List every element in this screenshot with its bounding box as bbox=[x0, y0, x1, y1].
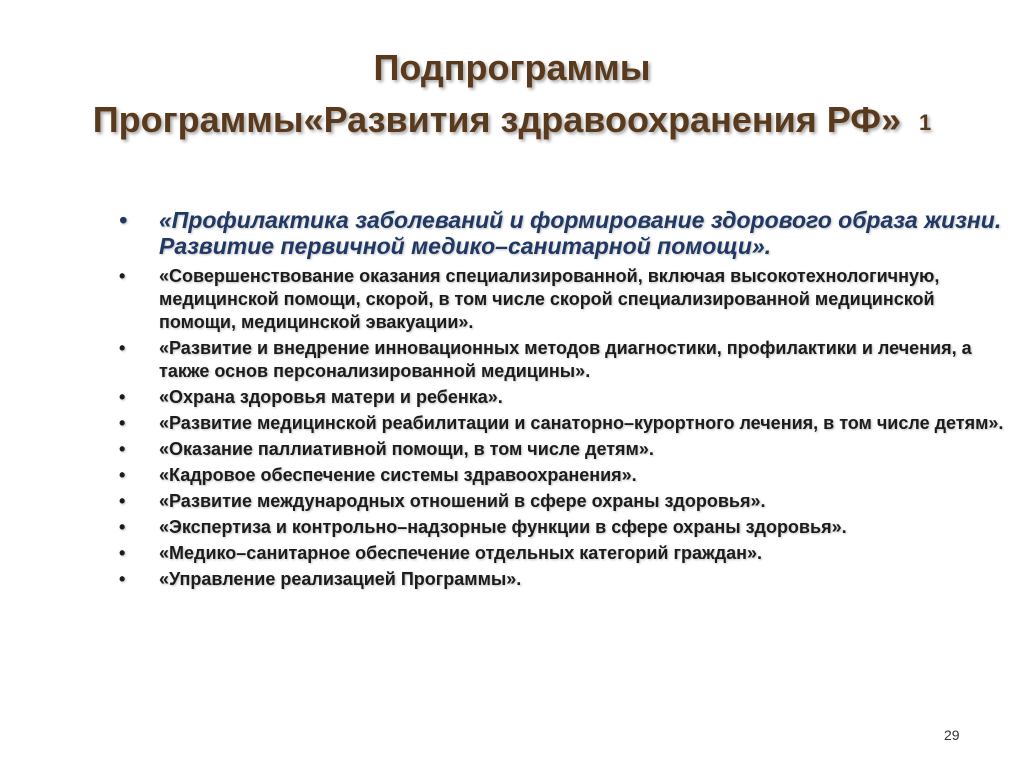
list-item-text: «Медико–санитарное обеспечение отдельных категорий граждан». bbox=[159, 543, 763, 563]
list-item-text: «Оказание паллиативной помощи, в том числе детям». bbox=[159, 439, 654, 459]
slide-title bbox=[0, 42, 1024, 149]
bullet-icon: • bbox=[119, 207, 128, 233]
list-item bbox=[114, 412, 1014, 435]
bullet-icon: • bbox=[119, 387, 126, 407]
content-area bbox=[114, 207, 1014, 594]
list-item bbox=[114, 265, 1014, 334]
list-item bbox=[114, 516, 1014, 539]
bullet-icon: • bbox=[119, 338, 126, 358]
bullet-icon: • bbox=[119, 439, 126, 459]
list-item bbox=[114, 490, 1014, 513]
list-item bbox=[114, 464, 1014, 487]
list-item-text: «Управление реализацией Программы». bbox=[159, 569, 522, 589]
bullet-icon: • bbox=[119, 491, 126, 511]
list-item bbox=[114, 337, 1014, 383]
title-footnote: 1 bbox=[919, 110, 932, 135]
list-item bbox=[114, 542, 1014, 565]
bullet-icon: • bbox=[119, 266, 126, 286]
list-item-text: «Развитие медицинской реабилитации и санаторно–курортного лечения, в том числе детям». bbox=[159, 413, 1004, 433]
title-line-1: Подпрограммы bbox=[373, 47, 651, 88]
title-line-2-text: Программы«Развития здравоохранения РФ» bbox=[92, 99, 902, 140]
list-item-text: «Кадровое обеспечение системы здравоохранения». bbox=[159, 465, 637, 485]
list-item bbox=[114, 568, 1014, 591]
list-item-text: «Совершенствование оказания специализированной, включая высокотехнологичную, медицинской помощи, скорой, в том числе скорой специализированной медицинской помощи, медицинской эвакуации». bbox=[159, 266, 940, 332]
bullet-icon: • bbox=[119, 543, 126, 563]
list-item-text: «Охрана здоровья матери и ребенка». bbox=[159, 387, 503, 407]
list-item-text: «Развитие и внедрение инновационных методов диагностики, профилактики и лечения, а также основ персонализированной медицины». bbox=[159, 338, 972, 381]
list-item-text: «Экспертиза и контрольно–надзорные функции в сфере охраны здоровья». bbox=[159, 517, 847, 537]
list-item bbox=[114, 207, 1014, 259]
bullet-icon: • bbox=[119, 517, 126, 537]
list-item-text: «Развитие международных отношений в сфере охраны здоровья». bbox=[159, 491, 766, 511]
title-line-2 bbox=[0, 94, 1024, 149]
bullet-icon: • bbox=[119, 413, 126, 433]
list-item bbox=[114, 386, 1014, 409]
subprogram-list bbox=[114, 207, 1014, 591]
bullet-icon: • bbox=[119, 569, 126, 589]
list-item-text: «Профилактика заболеваний и формирование здорового образа жизни. Развитие первичной медико–санитарной помощи». bbox=[159, 207, 1002, 259]
page-number: 29 bbox=[944, 727, 960, 743]
bullet-icon: • bbox=[119, 465, 126, 485]
list-item bbox=[114, 438, 1014, 461]
